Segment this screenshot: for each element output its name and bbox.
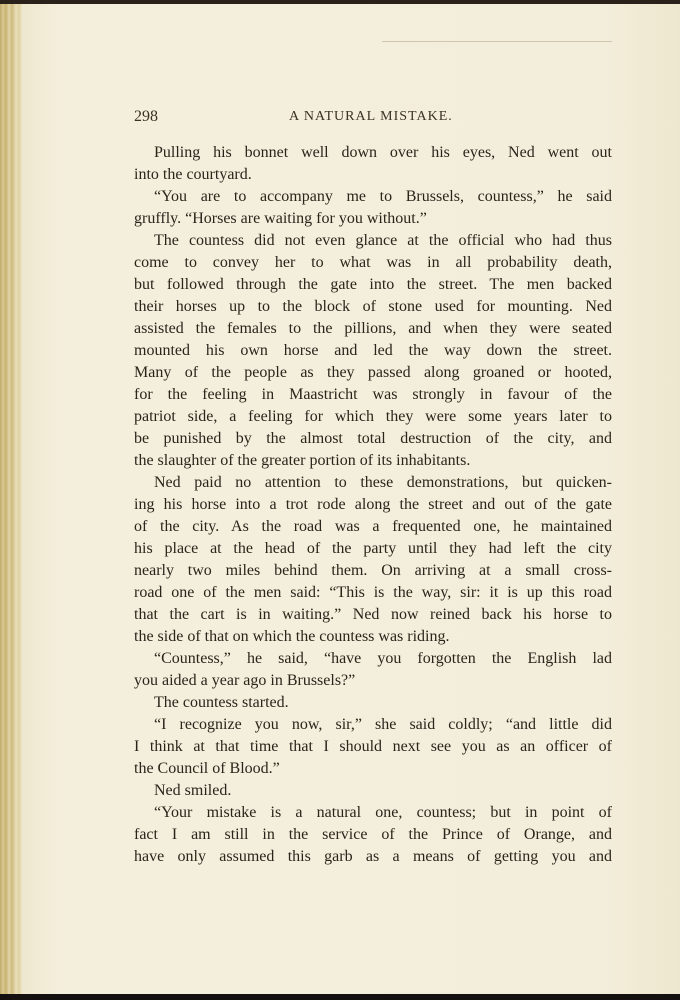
text-line: The countess did not even glance at the official who had thus	[154, 232, 612, 249]
text-line: Pulling his bonnet well down over his eyes, Ned went out	[154, 144, 612, 161]
text-line: Ned paid no attention to these demonstrations, but quicken-	[154, 474, 612, 491]
text-line: “You are to accompany me to Brussels, countess,” he said	[154, 188, 612, 205]
text-line: fact I am still in the service of the Prince of Orange, and	[134, 826, 612, 843]
text-line: ing his horse into a trot rode along the street and out of the gate	[134, 496, 612, 513]
text-line: patriot side, a feeling for which they were some years later to	[134, 408, 612, 425]
text-line: nearly two miles behind them. On arriving at a small cross-	[134, 562, 612, 579]
book-binding-edge	[0, 4, 22, 994]
text-line: assisted the females to the pillions, and when they were seated	[134, 320, 612, 337]
top-rule	[382, 41, 612, 42]
text-line: “I recognize you now, sir,” she said coldly; “and little did	[154, 716, 612, 733]
text-line: the Council of Blood.”	[134, 760, 280, 777]
text-line: Many of the people as they passed along groaned or hooted,	[134, 364, 612, 381]
text-line: road one of the men said: “This is the way, sir: it is up this road	[134, 584, 612, 601]
text-line: “Countess,” he said, “have you forgotten the English lad	[154, 650, 612, 667]
text-line: his place at the head of the party until they had left the city	[134, 540, 612, 557]
book-page	[0, 4, 680, 994]
text-line: the side of that on which the countess was riding.	[134, 628, 450, 645]
text-line: be punished by the almost total destruction of the city, and	[134, 430, 612, 447]
text-line: mounted his own horse and led the way down the street.	[134, 342, 612, 359]
body-text	[134, 142, 612, 868]
text-line: you aided a year ago in Brussels?”	[134, 672, 356, 689]
text-line: have only assumed this garb as a means of getting you and	[134, 848, 612, 865]
running-header	[134, 108, 614, 130]
text-line: that the cart is in waiting.” Ned now reined back his horse to	[134, 606, 612, 623]
text-line: the slaughter of the greater portion of its inhabitants.	[134, 452, 471, 469]
running-title: A NATURAL MISTAKE.	[289, 109, 453, 124]
text-line: “Your mistake is a natural one, countess; but in point of	[154, 804, 612, 821]
text-line: I think at that time that I should next see you as an officer of	[134, 738, 612, 755]
text-line: of the city. As the road was a frequented one, he maintained	[134, 518, 612, 535]
text-line: for the feeling in Maastricht was strongly in favour of the	[134, 386, 612, 403]
text-line: but followed through the gate into the street. The men backed	[134, 276, 612, 293]
text-line: come to convey her to what was in all probability death,	[134, 254, 612, 271]
text-line: gruffly. “Horses are waiting for you without.”	[134, 210, 427, 227]
text-line: their horses up to the block of stone used for mounting. Ned	[134, 298, 612, 315]
text-line: into the courtyard.	[134, 166, 252, 183]
scan-bottom-edge	[0, 994, 680, 1000]
page-number: 298	[134, 108, 158, 125]
text-line: The countess started.	[154, 694, 289, 711]
text-line: Ned smiled.	[154, 782, 232, 799]
